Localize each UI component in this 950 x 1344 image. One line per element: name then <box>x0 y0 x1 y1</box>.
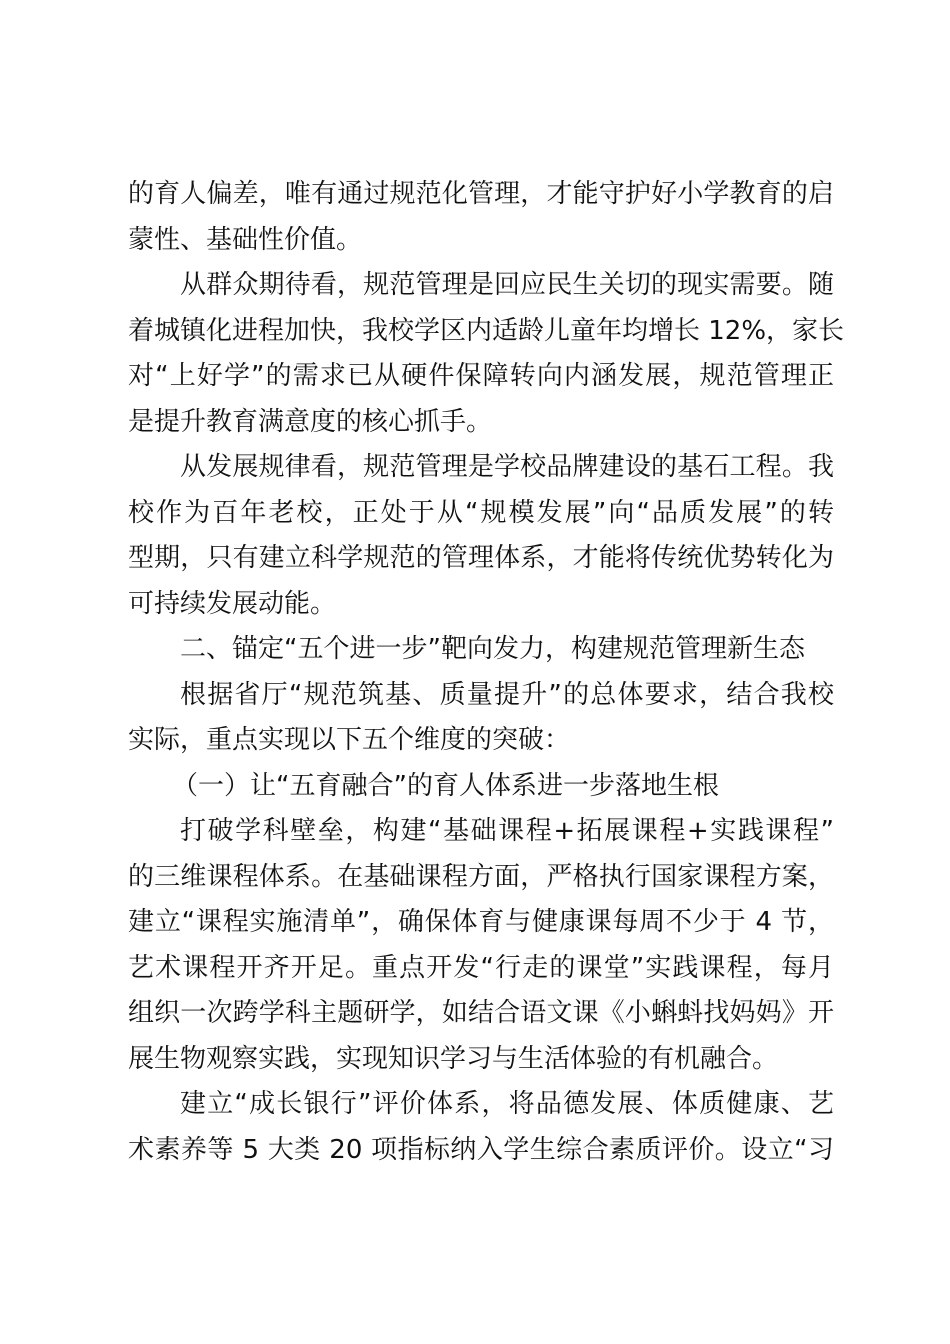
text-line: 从群众期待看，规范管理是回应民生关切的现实需要。随 <box>180 270 834 300</box>
text-line: 组织一次跨学科主题研学，如结合语文课《小蝌蚪找妈妈》开 <box>128 998 834 1028</box>
text-line: 是提升教育满意度的核心抓手。 <box>128 406 493 437</box>
text-line: 建立“成长银行”评价体系，将品德发展、体质健康、艺 <box>180 1089 834 1119</box>
text-line: 根据省厅“规范筑基、质量提升”的总体要求，结合我校 <box>180 679 834 710</box>
text-line: 着城镇化进程加快，我校学区内适龄儿童年均增长 12%，家长 <box>128 315 845 346</box>
text-line: 术素养等 5 大类 20 项指标纳入学生综合素质评价。设立“习 <box>128 1134 834 1165</box>
text-line: 的三维课程体系。在基础课程方面，严格执行国家课程方案， <box>128 861 834 892</box>
text-line: 艺术课程开齐开足。重点开发“行走的课堂”实践课程，每月 <box>128 952 834 983</box>
text-line: 型期，只有建立科学规范的管理体系，才能将传统优势转化为 <box>128 543 834 573</box>
text-line: 实际，重点实现以下五个维度的突破： <box>128 725 571 755</box>
text-line: 蒙性、基础性价值。 <box>128 224 363 255</box>
text-line: 展生物观察实践，实现知识学习与生活体验的有机融合。 <box>128 1043 779 1074</box>
text-line: 从发展规律看，规范管理是学校品牌建设的基石工程。我 <box>180 452 834 482</box>
section-heading: 二、锚定“五个进一步”靶向发力，构建规范管理新生态 <box>180 634 805 664</box>
text-line: 对“上好学”的需求已从硬件保障转向内涵发展，规范管理正 <box>128 361 834 391</box>
text-line: 打破学科壁垒，构建“基础课程+拓展课程+实践课程” <box>180 816 834 846</box>
subsection-heading: （一）让“五育融合”的育人体系进一步落地生根 <box>172 770 719 801</box>
text-line: 的育人偏差，唯有通过规范化管理，才能守护好小学教育的启 <box>128 179 834 209</box>
document-body <box>128 172 845 1173</box>
text-line: 建立“课程实施清单”，确保体育与健康课每周不少于 4 节， <box>128 907 834 937</box>
text-line: 可持续发展动能。 <box>128 588 337 619</box>
text-line: 校作为百年老校，正处于从“规模发展”向“品质发展”的转 <box>128 497 834 528</box>
